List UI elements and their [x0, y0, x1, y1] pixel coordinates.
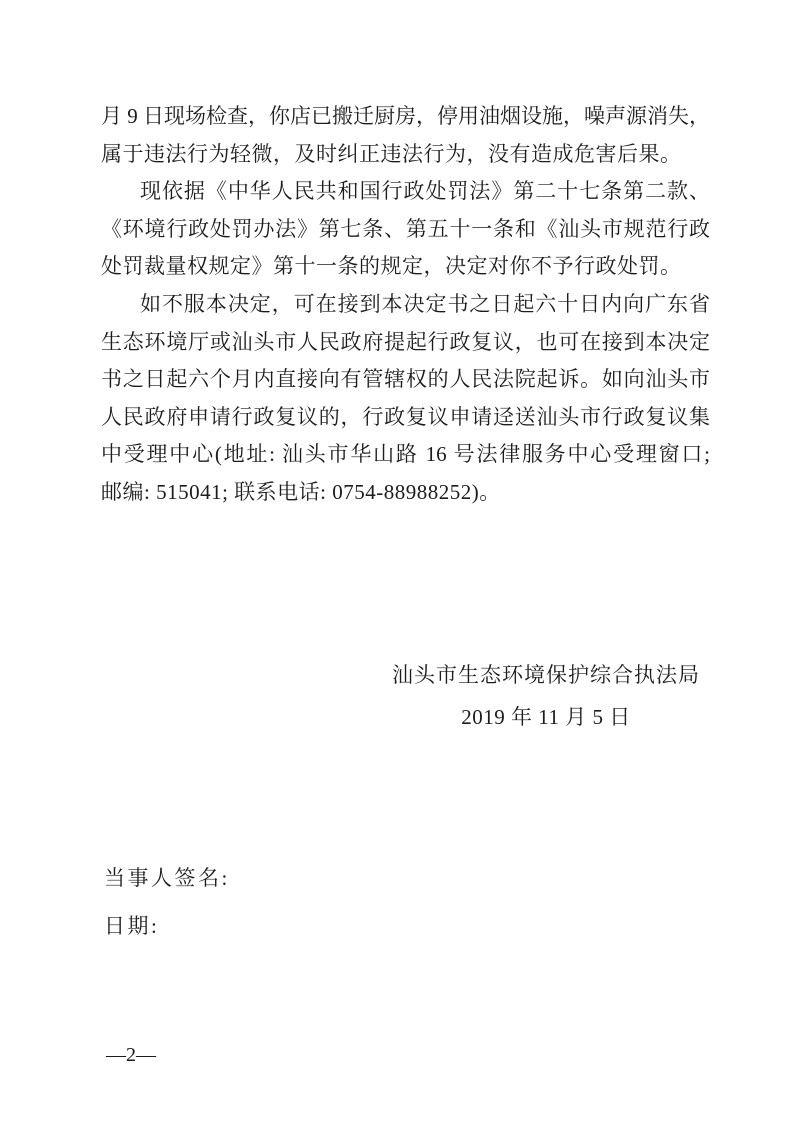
- body-line: 书之日起六个月内直接向有管辖权的人民法院起诉。如向汕头市: [101, 367, 710, 392]
- body-line: 中受理中心(地址: 汕头市华山路 16 号法律服务中心受理窗口;: [101, 442, 710, 467]
- party-signature-label: 当事人签名:: [104, 866, 230, 890]
- signature-date-label: 日期:: [104, 914, 160, 938]
- body-line: 《环境行政处罚办法》第七条、第五十一条和《汕头市规范行政: [101, 216, 710, 241]
- page-number: —2—: [106, 1044, 156, 1066]
- body-line: 人民政府申请行政复议的，行政复议申请迳送汕头市行政复议集: [101, 404, 710, 429]
- body-line: 生态环境厅或汕头市人民政府提起行政复议，也可在接到本决定: [101, 329, 710, 354]
- body-line: 属于违法行为轻微，及时纠正违法行为，没有造成危害后果。: [101, 141, 682, 166]
- body-line: 现依据《中华人民共和国行政处罚法》第二十七条第二款、: [140, 179, 710, 204]
- body-line: 处罚裁量权规定》第十一条的规定，决定对你不予行政处罚。: [101, 254, 682, 279]
- document-body: [101, 98, 710, 512]
- issuing-authority: 汕头市生态环境保护综合执法局: [392, 663, 700, 687]
- body-line: 月 9 日现场检查，你店已搬迁厨房，停用油烟设施，噪声源消失，: [101, 104, 710, 128]
- decision-date: 2019 年 11 月 5 日: [461, 705, 631, 729]
- signature-block: [341, 658, 751, 734]
- body-line: 邮编: 515041; 联系电话: 0754-88988252)。: [101, 479, 501, 504]
- body-line: 如不服本决定，可在接到本决定书之日起六十日内向广东省: [140, 291, 710, 316]
